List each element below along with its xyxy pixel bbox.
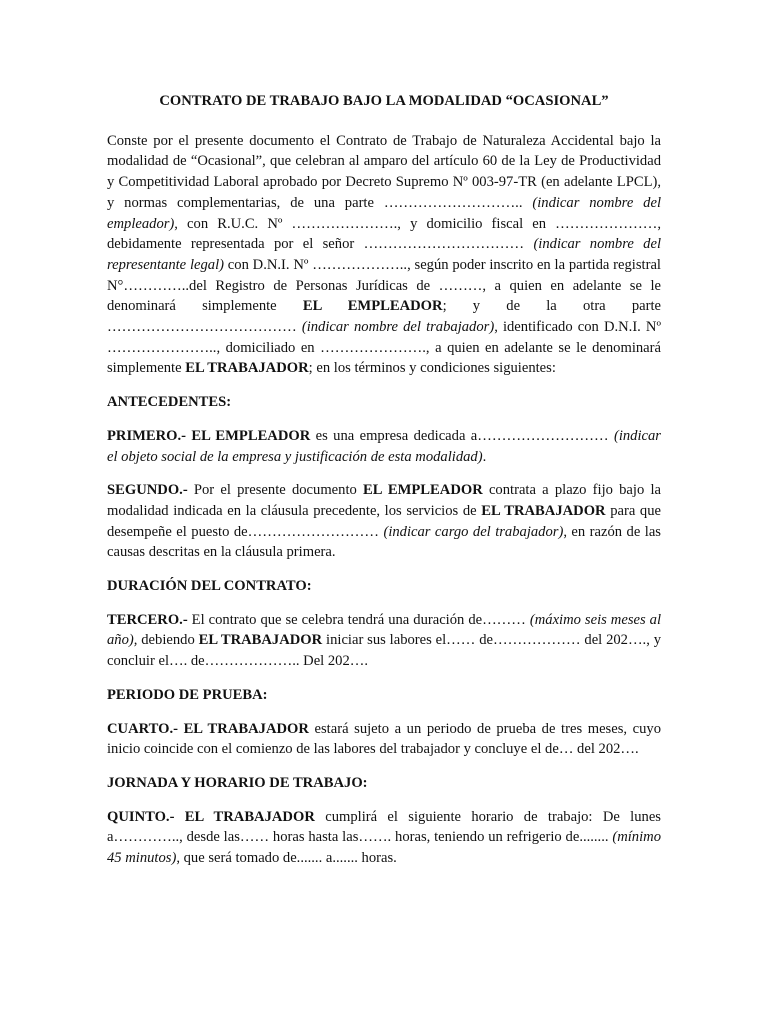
party-worker: EL TRABAJADOR [481,502,606,519]
clause-text: para que desempeñe el puesto de……………………… [107,502,662,540]
clause-label: PRIMERO.- EL EMPLEADOR [107,427,311,444]
clause-placeholder: (mínimo 45 minutos) [107,829,661,867]
clause-text: estará sujeto a un periodo de prueba de tres meses, cuyo inicio coincide con el comienzo de las labores del trabajador y concluye el de… del 202…. [107,720,661,758]
clause-quinto [107,807,661,869]
party-employer: EL EMPLEADOR [302,298,443,315]
document-title: CONTRATO DE TRABAJO BAJO LA MODALIDAD “OCASIONAL” [159,93,609,109]
clause-primero [107,426,661,467]
section-heading-duracion: DURACIÓN DEL CONTRATO: [107,578,312,595]
intro-placeholder-employer: (indicar nombre del empleador) [107,194,661,232]
clause-text: debiendo [137,632,199,649]
clause-placeholder: (indicar el objeto social de la empresa y justificación de esta modalidad) [107,427,661,465]
clause-text: El contrato que se celebra tendrá una duración de……… [187,611,530,628]
clause-label: QUINTO.- EL TRABAJADOR [107,808,315,825]
intro-placeholder-worker: (indicar nombre del trabajador) [301,319,495,336]
clause-placeholder: (indicar cargo del trabajador) [383,523,564,540]
clause-text: , que será tomado de....... a....... horas. [176,850,397,867]
section-heading-jornada: JORNADA Y HORARIO DE TRABAJO: [107,774,368,791]
clause-segundo [107,480,661,563]
clause-text: Por el presente documento [187,482,364,499]
clause-text: contrata a plazo fijo bajo la modalidad indicada en la cláusula precedente, los servicios de [107,482,662,519]
intro-placeholder-representative: (indicar nombre del representante legal) [107,236,661,273]
party-employer: EL EMPLEADOR [363,482,483,499]
clause-label: SEGUNDO.- [107,482,188,499]
clause-text: iniciar sus labores el…… de……………… del 202…., y concluir el…. de……………….. Del 202…. [107,632,661,670]
clause-tercero [107,610,661,672]
clause-text: cumplirá el siguiente horario de trabajo: De lunes a………….., desde las…… horas hasta las……. horas, teniendo un refrigerio de........ [107,808,661,846]
clause-text: es una empresa dedicada a……………………… [310,427,614,444]
intro-text: , identificado con D.N.I. Nº ………………….., domiciliado en …………………., a quien en adelante se le denominará simplemente [107,319,661,377]
clause-text: . [482,448,487,465]
clause-text: , en razón de las causas descritas en la cláusula primera. [107,523,661,561]
intro-text: con D.N.I. Nº ……………….., según poder inscrito en la partida registral N°…………..del Registro de Personas Jurídicas de ………, a quien en adelante se le denominará simplemente [107,256,661,315]
clause-label: TERCERO.- [107,611,188,628]
intro-text: , con R.U.C. Nº …………………., y domicilio fiscal en …………………, debidamente representada por el señor …………………………… [107,215,661,253]
party-worker: EL TRABAJADOR [198,632,323,649]
clause-label: CUARTO.- EL TRABAJADOR [107,720,309,737]
intro-text: Conste por el presente documento el Contrato de Trabajo de Naturaleza Accidental bajo la modalidad de “Ocasional”, que celebran al amparo del artículo 60 de la Ley de Productividad y Competitividad Laboral aprobado por Decreto Supremo Nº 003-97-TR (en adelante LPCL), y normas complementarias, de una parte ……………………….. [107,132,661,211]
party-worker: EL TRABAJADOR [185,360,309,377]
intro-text: ; y de la otra parte ………………………………… [107,298,662,336]
clause-placeholder: (máximo seis meses al año), [107,611,662,649]
section-heading-prueba: PERIODO DE PRUEBA: [107,686,268,703]
clause-cuarto [107,719,661,760]
intro-paragraph [107,131,661,379]
section-heading-antecedentes: ANTECEDENTES: [107,394,232,411]
intro-text: ; en los términos y condiciones siguientes: [308,360,556,377]
document-page [107,91,661,882]
